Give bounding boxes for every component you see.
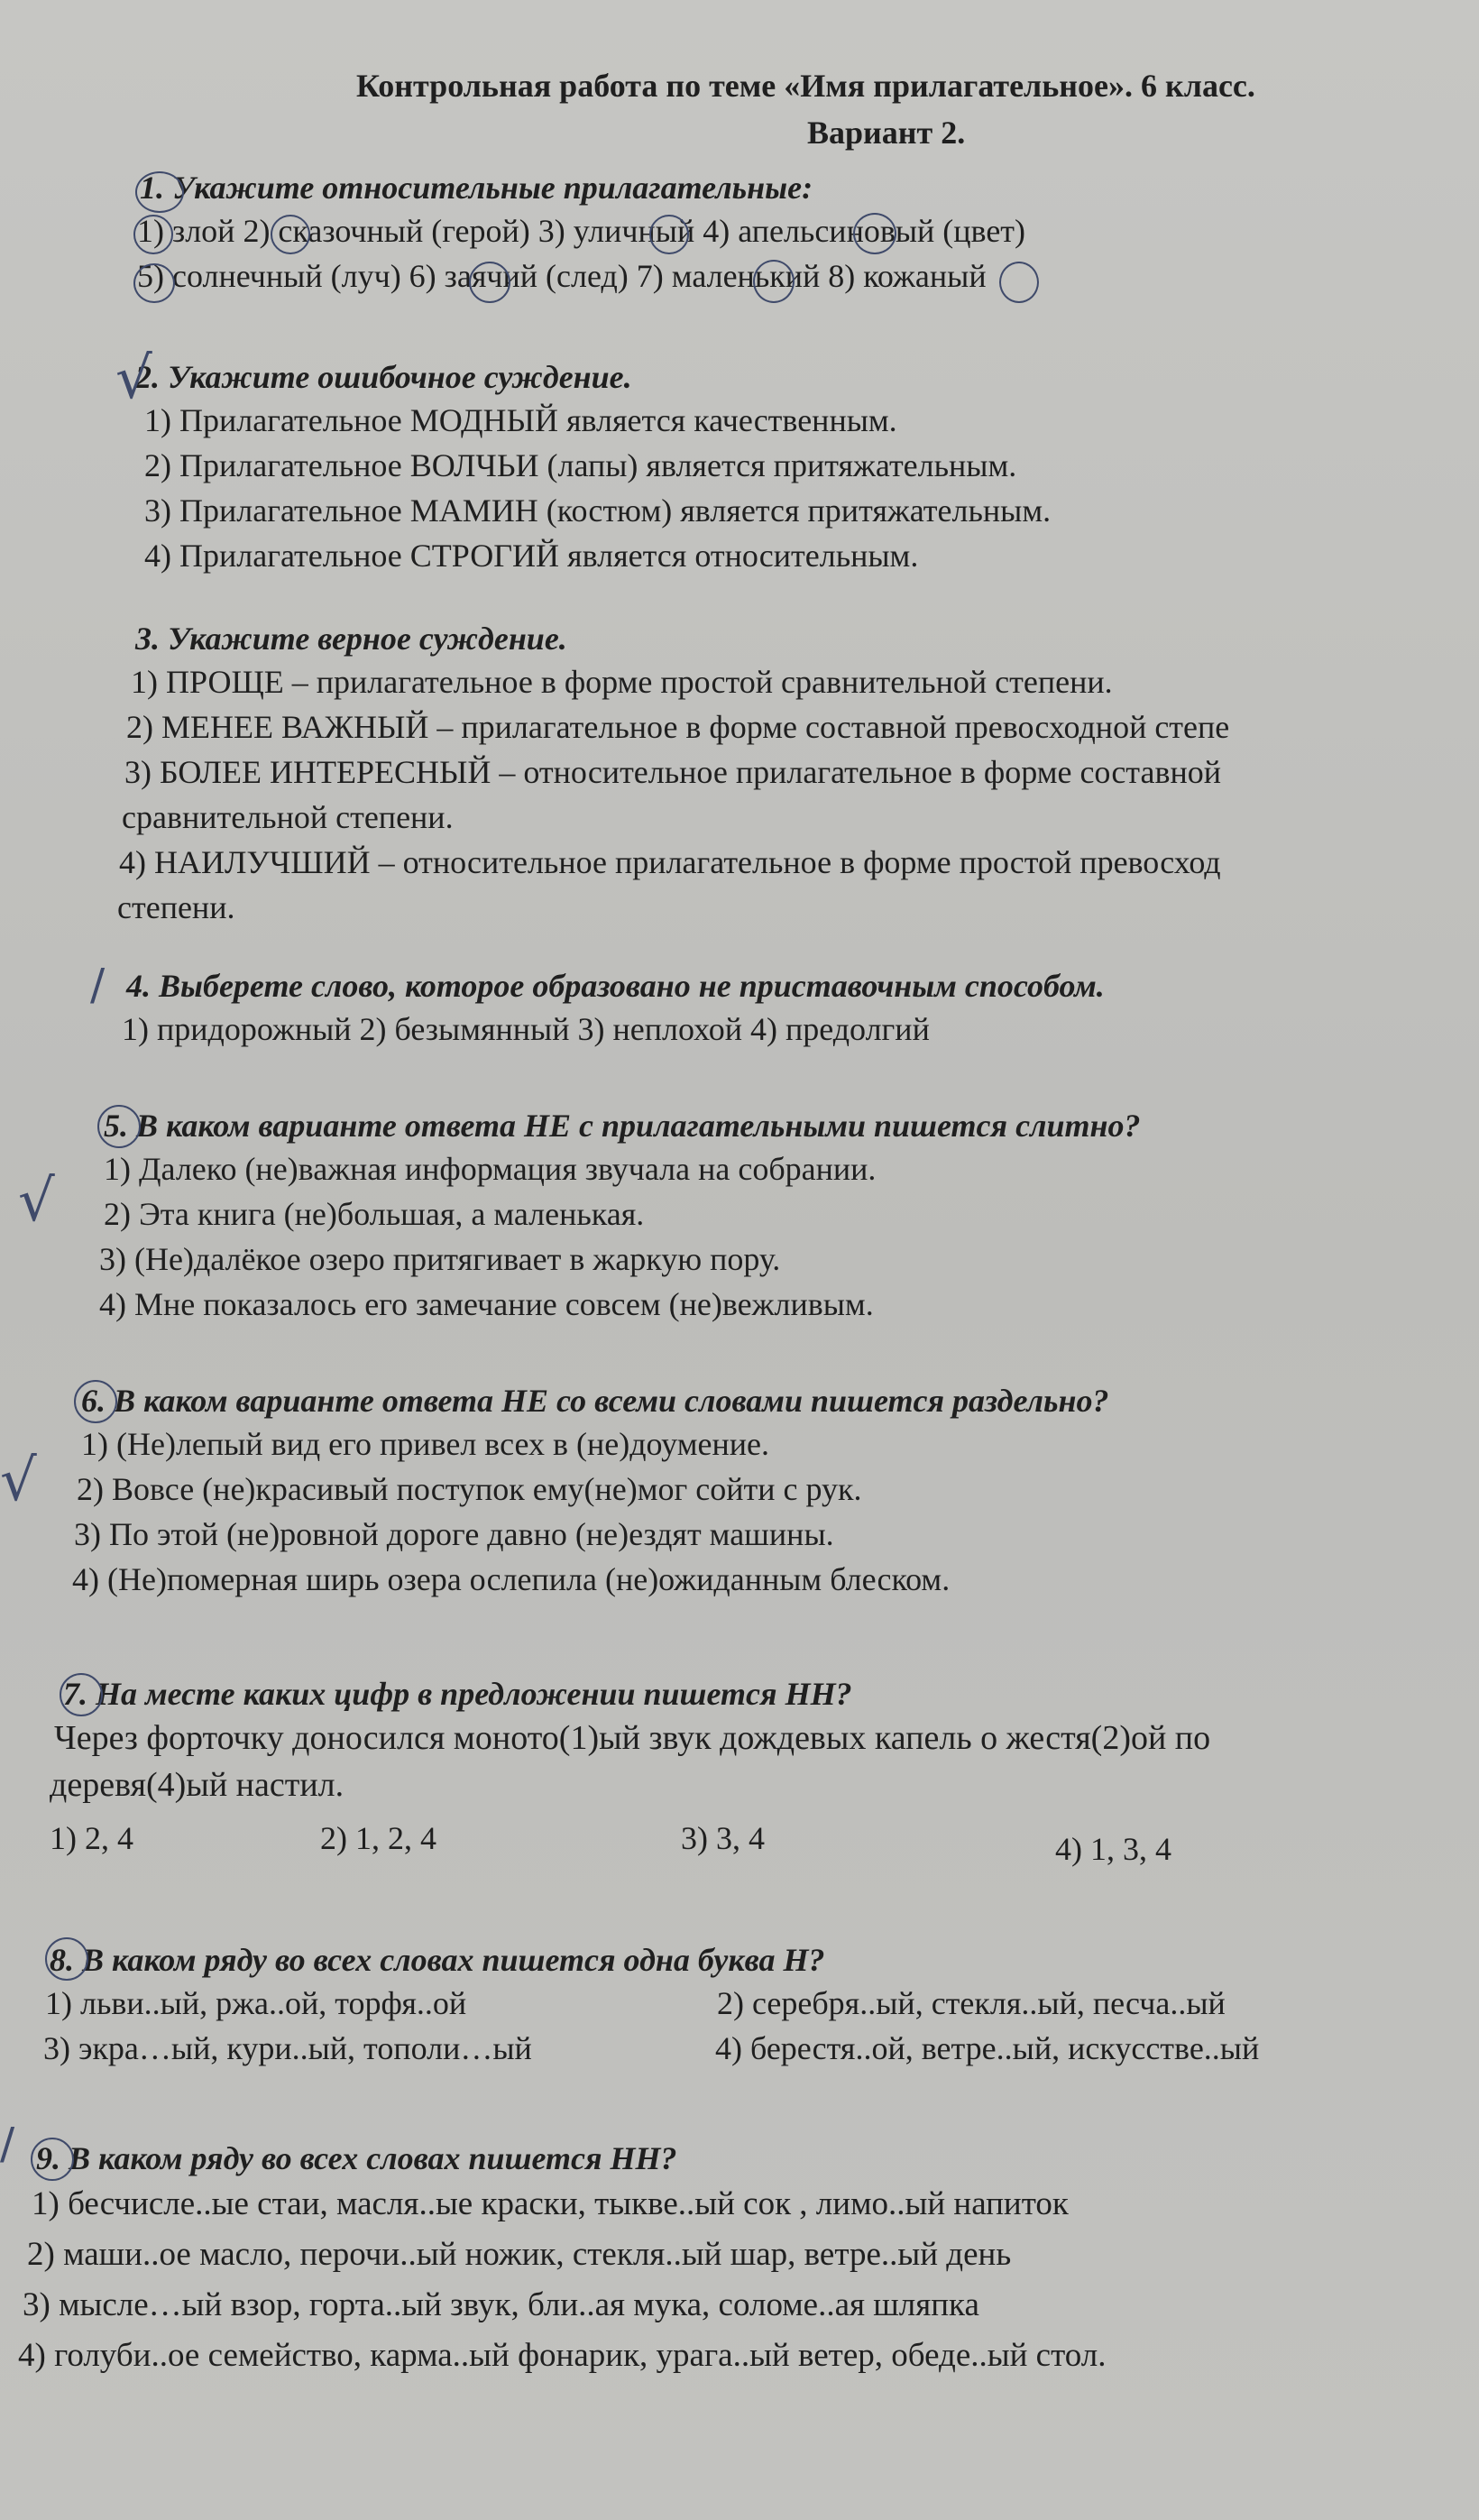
pen-check-mark: √ <box>18 1168 55 1235</box>
question-title: 4. Выберете слово, которое образовано не приставочным способом. <box>126 968 1105 1004</box>
pen-circle-mark <box>853 213 896 254</box>
pen-check-mark: √ <box>0 1448 37 1514</box>
options-row <box>45 1981 1479 2026</box>
answer-line: 3) мысле…ый взор, горта..ый звук, бли..ая мука, соломе..ая шляпка <box>23 2286 979 2323</box>
answer-line: 1) злой 2) сказочный (герой) 3) уличный 4) апельсиновый (цвет) <box>137 213 1026 249</box>
answer-line: 3) БОЛЕЕ ИНТЕРЕСНЫЙ – относительное прилагательное в форме составной <box>124 754 1221 790</box>
answer-line: 3) Прилагательное МАМИН (костюм) является притяжательным. <box>144 492 1052 529</box>
question-2 <box>99 356 1470 578</box>
answer-line: 4) НАИЛУЧШИЙ – относительное прилагательное в форме простой превосход <box>119 844 1221 880</box>
variant-label: Вариант 2. <box>807 115 966 151</box>
answer-line: сравнительной степени. <box>122 799 454 835</box>
option: 4) берестя..ой, ветре..ый, искусстве..ый <box>715 2030 1260 2066</box>
pen-check-mark: / <box>0 2119 15 2169</box>
answer-line: 2) маши..ое масло, перочи..ый ножик, стекля..ый шар, ветре..ый день <box>27 2236 1012 2273</box>
answer-line: 2) МЕНЕЕ ВАЖНЫЙ – прилагательное в форме составной превосходной степе <box>126 709 1230 745</box>
pen-circle-mark <box>753 260 795 303</box>
pen-circle-mark <box>469 262 510 303</box>
option: 1) льви..ый, ржа..ой, торфя..ой <box>45 1985 467 2021</box>
question-title: 5. В каком варианте ответа НЕ с прилагательными пишется слитно? <box>104 1108 1141 1144</box>
answer-line: 3) По этой (не)ровной дороге давно (не)ездят машины. <box>74 1516 834 1552</box>
question-9 <box>18 2138 1479 2381</box>
pen-circle-mark <box>74 1380 117 1423</box>
answer-line: 1) Далеко (не)важная информация звучала на собрании. <box>104 1151 877 1187</box>
option: 3) экра…ый, кури..ый, тополи…ый <box>43 2030 532 2066</box>
pen-check-mark: √ <box>115 345 152 412</box>
pen-check-mark: / <box>90 960 106 1010</box>
answer-line: 1) (Не)лепый вид его привел всех в (не)доумение. <box>81 1426 769 1462</box>
answer-line: 4) голуби..ое семейство, карма..ый фонарик, урага..ый ветер, обеде..ый стол. <box>18 2337 1107 2374</box>
question-title: 3. Укажите верное суждение. <box>135 621 567 657</box>
question-title: 2. Укажите ошибочное суждение. <box>135 359 632 395</box>
pen-circle-mark <box>271 215 310 254</box>
answer-line: 4) (Не)померная ширь озера ослепила (не)ожиданным блеском. <box>72 1561 951 1597</box>
pen-circle-mark <box>60 1673 103 1716</box>
question-title: 6. В каком варианте ответа НЕ со всеми словами пишется раздельно? <box>81 1383 1109 1419</box>
question-title: 1. Укажите относительные прилагательные: <box>140 170 813 206</box>
pen-circle-mark <box>133 215 173 254</box>
option: 4) 1, 3, 4 <box>1055 1831 1171 1867</box>
answer-line: 3) (Не)далёкое озеро притягивает в жаркую пору. <box>99 1241 781 1277</box>
answer-line: 4) Прилагательное СТРОГИЙ является относительным. <box>144 538 919 574</box>
answer-line: 2) Прилагательное ВОЛЧЬИ (лапы) является притяжательным. <box>144 447 1017 483</box>
pen-circle-mark <box>31 2138 74 2181</box>
page-title: Контрольная работа по теме «Имя прилагательное». 6 класс. <box>356 68 1255 104</box>
header <box>356 65 1474 153</box>
pen-circle-mark <box>45 1937 88 1981</box>
sentence-line: деревя(4)ый настил. <box>50 1766 344 1804</box>
option: 2) серебря..ый, стекля..ый, песча..ый <box>717 1985 1226 2021</box>
question-4 <box>99 965 1470 1052</box>
pen-circle-mark <box>135 171 184 213</box>
question-3 <box>99 618 1470 930</box>
pen-circle-mark <box>133 263 175 303</box>
pen-circle-mark <box>649 215 689 254</box>
answer-line: 2) Вовсе (не)красивый поступок ему(не)мог сойти с рук. <box>77 1471 862 1507</box>
question-5 <box>99 1105 1470 1327</box>
question-6 <box>72 1380 1470 1602</box>
options-row <box>50 1816 1479 1872</box>
question-8 <box>43 1939 1479 2071</box>
question-title: 9. В каком ряду во всех словах пишется НН? <box>36 2140 677 2176</box>
question-7 <box>50 1673 1479 1872</box>
question-title: 7. На месте каких цифр в предложении пишется НН? <box>63 1676 852 1712</box>
sentence-line: Через форточку доносился моното(1)ый звук дождевых капель о жестя(2)ой по <box>54 1719 1211 1757</box>
pen-circle-mark <box>97 1105 141 1148</box>
answer-line: 4) Мне показалось его замечание совсем (не)вежливым. <box>99 1286 874 1322</box>
question-title: 8. В каком ряду во всех словах пишется одна буква Н? <box>50 1942 825 1978</box>
options-row <box>43 2026 1479 2071</box>
answer-line: 1) ПРОЩЕ – прилагательное в форме простой сравнительной степени. <box>131 664 1113 700</box>
answer-line: 1) бесчисле..ые стаи, масля..ые краски, тыкве..ый сок , лимо..ый напиток <box>32 2185 1069 2222</box>
pen-circle-mark <box>999 262 1039 303</box>
answer-line: 1) Прилагательное МОДНЫЙ является качественным. <box>144 402 897 438</box>
answer-line: 5) солнечный (луч) 6) заячий (след) 7) маленький 8) кожаный <box>137 258 987 294</box>
answer-line: степени. <box>117 889 235 925</box>
option: 3) 3, 4 <box>681 1820 765 1856</box>
answer-line: 1) придорожный 2) безымянный 3) неплохой 4) предолгий <box>122 1011 930 1047</box>
option: 2) 1, 2, 4 <box>320 1820 436 1856</box>
option: 1) 2, 4 <box>50 1820 133 1856</box>
answer-line: 2) Эта книга (не)большая, а маленькая. <box>104 1196 645 1232</box>
